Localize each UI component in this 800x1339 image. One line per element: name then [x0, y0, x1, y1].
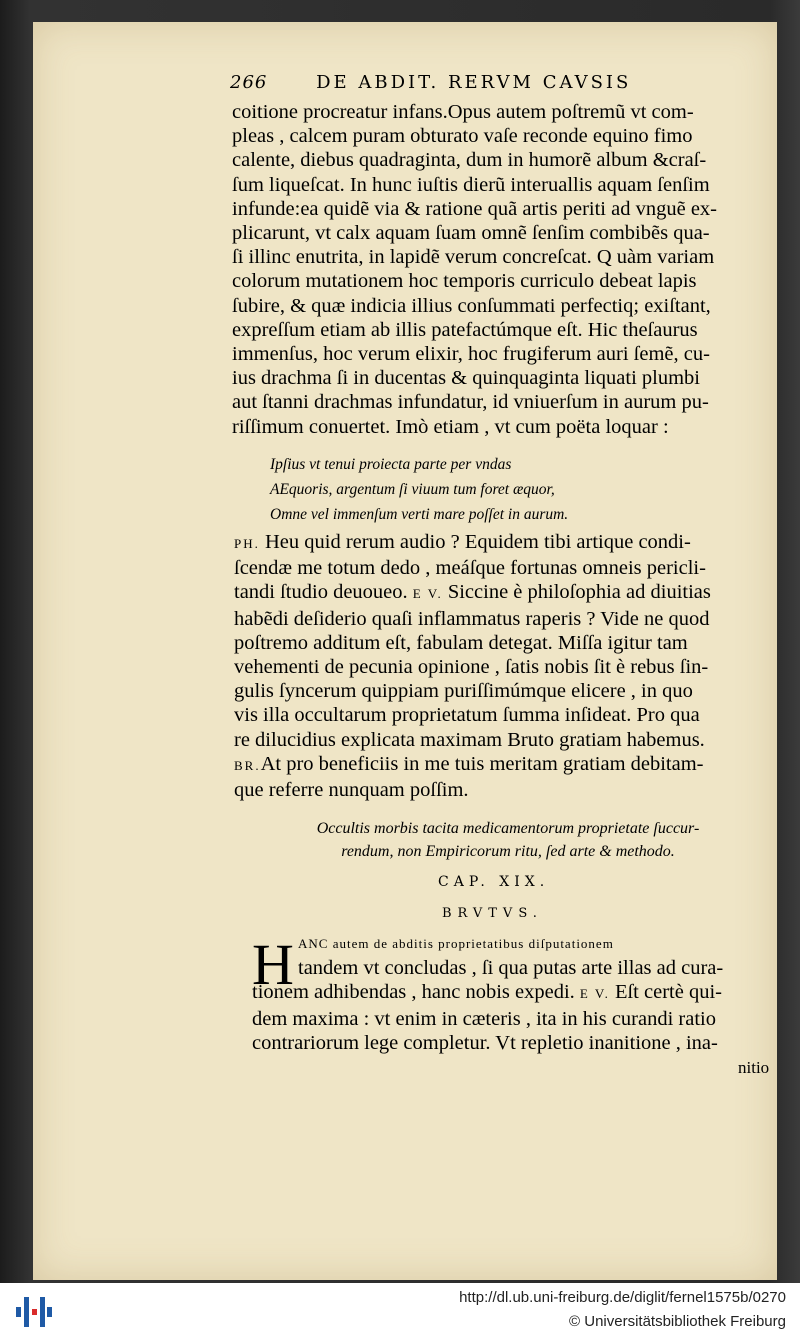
text-line: infunde:ea quidẽ via & ratione quã artis periti ad vnguẽ ex- — [232, 197, 717, 220]
running-title: DE ABDIT. RERVM CAVSIS — [316, 72, 632, 93]
text-line: ſi illinc enutrita, in lapidẽ verum concreſcat. Q uàm variam — [232, 246, 715, 269]
text-line: ANC autem de abditis proprietatibus diſputationem — [298, 936, 614, 951]
text-line: dem maxima : vt enim in cæteris , ita in his curandi ratio — [252, 1007, 716, 1030]
catchword: nitio — [738, 1058, 770, 1077]
chapter-number: CAP. XIX. — [438, 874, 550, 890]
ub-freiburg-logo-icon[interactable] — [14, 1293, 54, 1329]
paragraph-2 — [234, 530, 754, 802]
paragraph-1 — [232, 100, 752, 439]
document-url-link[interactable]: http://dl.ub.uni-freiburg.de/diglit/fernel1575b/0270 — [459, 1289, 786, 1306]
text-line: coitione procreatur infans.Opus autem poſtremũ vt com- — [232, 101, 694, 123]
text-line: calente, diebus quadraginta, dum in humorẽ album &craſ- — [232, 149, 707, 172]
text-line: colorum mutationem hoc temporis curriculo debeat lapis — [232, 270, 697, 293]
text-line: que referre nunquam poſſim. — [234, 779, 469, 802]
drop-capital: H — [252, 932, 294, 997]
verse-line: AEquoris, argentum ſi viuum tum foret æquor, — [270, 481, 555, 498]
text-line: pleas , calcem puram obturato vaſe reconde equino fimo — [232, 125, 693, 148]
text-line: vehementi de pecunia opinione , ſatis nobis ſit è rebus ſin- — [234, 656, 709, 679]
text-line: habẽdi deſiderio quaſi inflammatus raperis ? Vide ne quod — [234, 607, 710, 630]
speaker-ev: E V. — [412, 586, 443, 602]
text-line: tandem vt concludas , ſi qua putas arte illas ad cura- — [298, 957, 724, 980]
text-line: contrariorum lege completur. Vt repletio inanitione , ina- — [252, 1031, 718, 1054]
speaker-brutus: BRVTVS. — [442, 906, 543, 921]
text-line: ſum liqueſcat. In hunc iuſtis dierũ interuallis aquam ſenſim — [232, 173, 710, 196]
text-line: BR.At pro beneficiis in me tuis meritam gratiam debitam- — [234, 752, 704, 775]
text-line: PH. Heu quid rerum audio ? Equidem tibi artique condi- — [234, 531, 691, 553]
paragraph-3 — [252, 930, 752, 1055]
text-line: poſtremo additum eſt, fabulam detegat. Miſſa igitur tam — [234, 631, 688, 654]
text-line: immenſus, hoc verum elixir, hoc frugiferum auri ſemẽ, cu- — [232, 343, 710, 366]
text-line: gulis ſyncerum quippiam puriſſimúmque elicere , in quo — [234, 680, 693, 703]
running-head — [230, 72, 750, 93]
text-line: ius drachma ſi in ducentas & quinquaginta liquati plumbi — [232, 367, 700, 390]
verse-line: Ipſius vt tenui proiecta parte per vndas — [270, 456, 512, 473]
speaker-br: BR. — [234, 757, 261, 773]
chapter-heading-line: Occultis morbis tacita medicamentorum proprietate ſuccur- — [316, 820, 700, 837]
page-number: 266 — [230, 72, 268, 93]
chapter-heading-line: rendum, non Empiricorum ritu, ſed arte & methodo. — [341, 843, 675, 860]
text-line: expreſſum etiam ab illis patefactúmque eſt. Hic theſaurus — [232, 318, 698, 341]
text-line: tionem adhibendas , hanc nobis expedi. E V. Eſt certè qui- — [252, 981, 722, 1004]
verse-line: Omne vel immenſum verti mare poſſet in aurum. — [270, 506, 569, 523]
text-line: plicarunt, vt calx aquam ſuam omnẽ ſenſim combibẽs qua- — [232, 222, 710, 245]
viewer-footer — [0, 1283, 800, 1339]
text-line: re dilucidius explicata maximam Bruto gratiam habemus. — [234, 728, 705, 751]
text-line: ſcendæ me totum dedo , meáſque fortunas omneis pericli- — [234, 557, 706, 580]
text-line: aut ſtanni drachmas infundatur, id vniuerſum in aurum pu- — [232, 391, 709, 414]
text-line: tandi ſtudio deuoueo. E V. Siccine è philoſophia ad diuitias — [234, 581, 711, 604]
text-line: vis illa occultarum proprietatum ſumma inſideat. Pro qua — [234, 704, 700, 727]
copyright-text: © Universitätsbibliothek Freiburg — [569, 1313, 786, 1330]
speaker-ph: PH. — [234, 536, 260, 551]
text-line: ſubire, & quæ indicia illius conſummati perfectiq; exiſtant, — [232, 294, 711, 317]
text-line: riſſimum conuertet. Imò etiam , vt cum poëta loquar : — [232, 415, 669, 438]
